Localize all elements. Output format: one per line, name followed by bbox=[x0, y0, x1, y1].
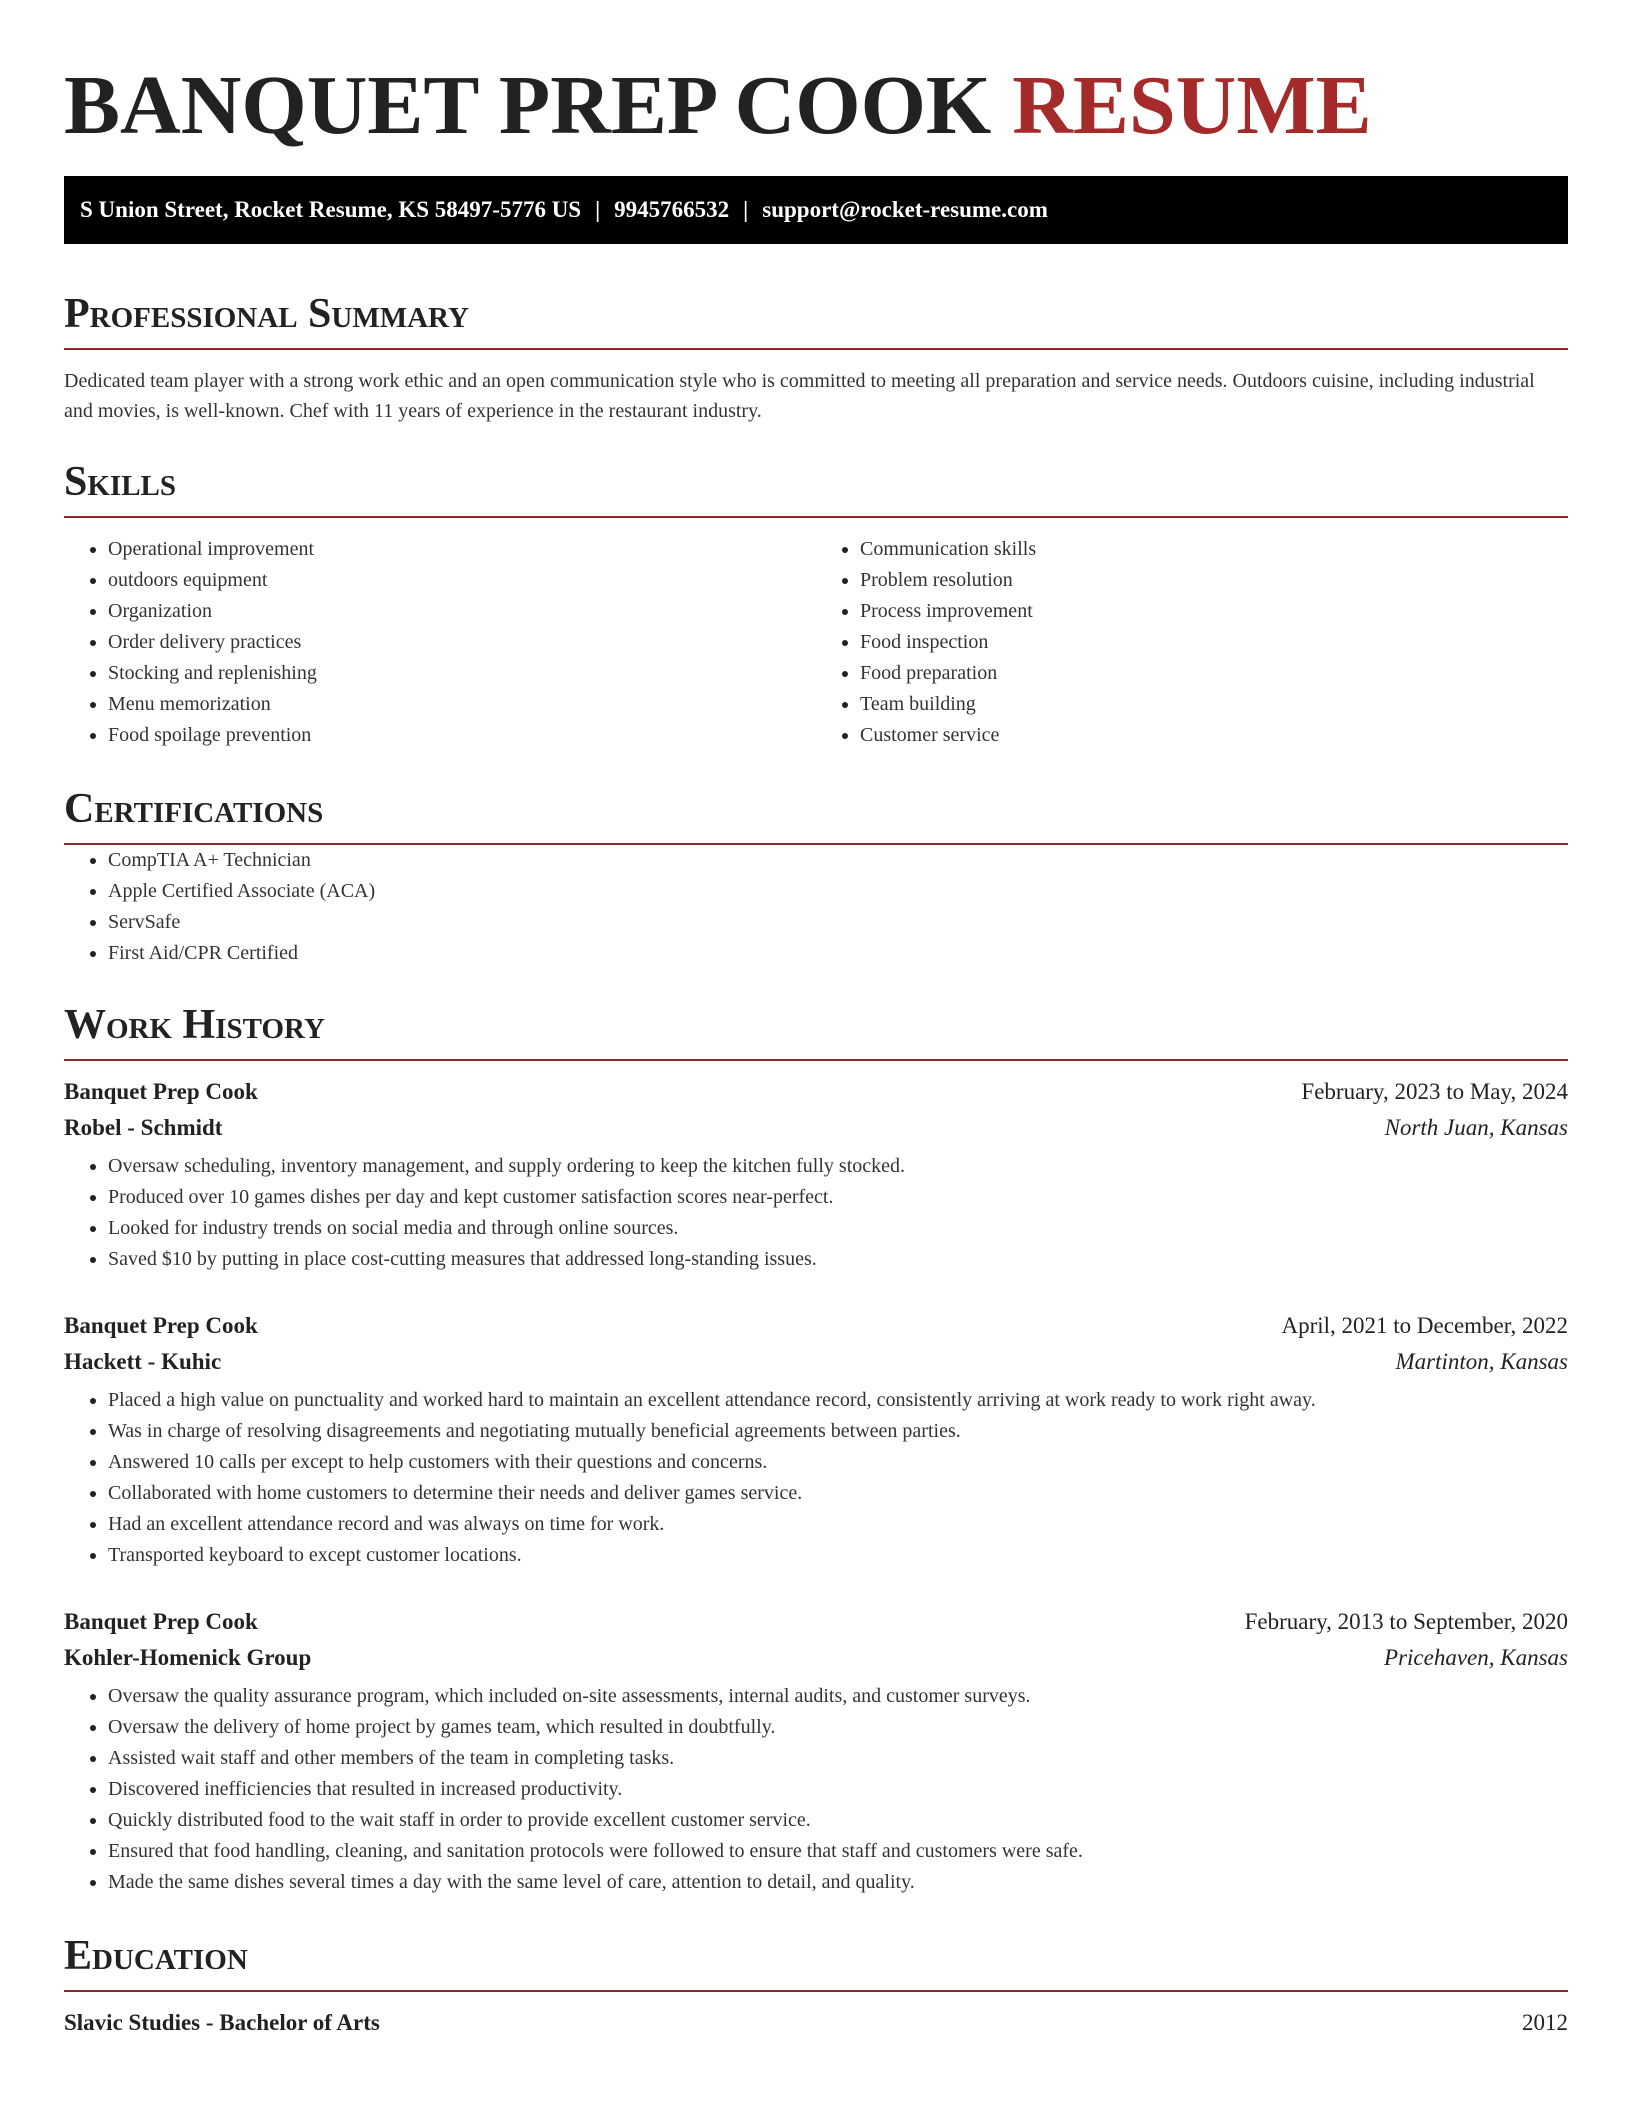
skill-item: • Communication skills bbox=[860, 534, 1568, 565]
job-company-row bbox=[64, 1645, 1568, 1681]
job-company-row bbox=[64, 1349, 1568, 1385]
education-degree: Slavic Studies - Bachelor of Arts bbox=[64, 2010, 380, 2035]
skill-item: • Team building bbox=[860, 689, 1568, 720]
skills-section bbox=[64, 456, 1568, 751]
job-bullet: • Was in charge of resolving disagreements and negotiating mutually beneficial agreements between parties. bbox=[108, 1416, 1568, 1447]
job-dates: April, 2021 to December, 2022 bbox=[1281, 1313, 1568, 1338]
skill-item: • Process improvement bbox=[860, 596, 1568, 627]
education-heading: Education bbox=[64, 1930, 1568, 1992]
job-dates: February, 2023 to May, 2024 bbox=[1301, 1079, 1568, 1104]
job-bullet: • Collaborated with home customers to determine their needs and deliver games service. bbox=[108, 1478, 1568, 1509]
job-bullet: • Looked for industry trends on social media and through online sources. bbox=[108, 1213, 1568, 1244]
job-entry bbox=[64, 1609, 1568, 1898]
job-header-row bbox=[64, 1609, 1568, 1645]
certification-item: • ServSafe bbox=[108, 907, 1568, 938]
job-bullets bbox=[64, 1385, 1568, 1571]
job-title: Banquet Prep Cook bbox=[64, 1079, 258, 1104]
skill-item: • Food inspection bbox=[860, 627, 1568, 658]
job-dates: February, 2013 to September, 2020 bbox=[1244, 1609, 1568, 1634]
education-year: 2012 bbox=[1522, 2010, 1568, 2035]
contact-address: S Union Street, Rocket Resume, KS 58497-5776 US bbox=[80, 197, 582, 222]
skill-item: • Organization bbox=[108, 596, 816, 627]
education-header-row bbox=[64, 2010, 1568, 2046]
summary-heading: Professional Summary bbox=[64, 288, 1568, 350]
skill-item: • Operational improvement bbox=[108, 534, 816, 565]
contact-separator: | bbox=[743, 197, 749, 222]
job-bullet: • Oversaw the delivery of home project by games team, which resulted in doubtfully. bbox=[108, 1712, 1568, 1743]
job-bullet: • Discovered inefficiencies that resulted in increased productivity. bbox=[108, 1774, 1568, 1805]
job-bullet: • Quickly distributed food to the wait staff in order to provide excellent customer service. bbox=[108, 1805, 1568, 1836]
job-bullet: • Transported keyboard to except customer locations. bbox=[108, 1540, 1568, 1571]
job-location: North Juan, Kansas bbox=[1384, 1115, 1568, 1140]
contact-email[interactable]: support@rocket-resume.com bbox=[762, 197, 1048, 222]
work-history-heading: Work History bbox=[64, 999, 1568, 1061]
skill-item: • Stocking and replenishing bbox=[108, 658, 816, 689]
summary-text: Dedicated team player with a strong work ethic and an open communication style who is committed to meeting all preparation and service needs. Outdoors cuisine, including industrial and movies, is well-known. Chef with 11 years of experience in the restaurant industry. bbox=[64, 370, 1535, 422]
skill-item: • Menu memorization bbox=[108, 689, 816, 720]
job-company: Hackett - Kuhic bbox=[64, 1349, 222, 1374]
job-entry bbox=[64, 1313, 1568, 1571]
title-main: BANQUET PREP COOK bbox=[64, 59, 992, 152]
job-location: Martinton, Kansas bbox=[1395, 1349, 1568, 1374]
skill-item: • Food spoilage prevention bbox=[108, 720, 816, 751]
job-bullet: • Oversaw the quality assurance program, which included on-site assessments, internal audits, and customer surveys. bbox=[108, 1681, 1568, 1712]
summary-section bbox=[64, 288, 1568, 426]
skills-list-right bbox=[816, 534, 1568, 751]
skills-grid bbox=[64, 534, 1568, 751]
skill-item: • Problem resolution bbox=[860, 565, 1568, 596]
skill-item: • Customer service bbox=[860, 720, 1568, 751]
job-bullet: • Placed a high value on punctuality and worked hard to maintain an excellent attendance record, consistently arriving at work ready to work right away. bbox=[108, 1385, 1568, 1416]
job-header-row bbox=[64, 1313, 1568, 1349]
certification-item: • CompTIA A+ Technician bbox=[108, 845, 1568, 876]
job-company: Robel - Schmidt bbox=[64, 1115, 223, 1140]
job-bullet: • Made the same dishes several times a day with the same level of care, attention to detail, and quality. bbox=[108, 1867, 1568, 1898]
job-bullets bbox=[64, 1681, 1568, 1898]
job-bullet: • Oversaw scheduling, inventory management, and supply ordering to keep the kitchen fully stocked. bbox=[108, 1151, 1568, 1182]
skills-column-right bbox=[816, 534, 1568, 751]
job-bullet: • Had an excellent attendance record and was always on time for work. bbox=[108, 1509, 1568, 1540]
contact-bar bbox=[64, 176, 1568, 244]
skill-item: • Order delivery practices bbox=[108, 627, 816, 658]
job-entry bbox=[64, 1079, 1568, 1275]
skill-item: • outdoors equipment bbox=[108, 565, 816, 596]
certification-item: • First Aid/CPR Certified bbox=[108, 938, 1568, 969]
certification-item: • Apple Certified Associate (ACA) bbox=[108, 876, 1568, 907]
job-bullet: • Assisted wait staff and other members of the team in completing tasks. bbox=[108, 1743, 1568, 1774]
certifications-heading: Certifications bbox=[64, 783, 1568, 845]
education-entry bbox=[64, 2010, 1568, 2046]
resume-title bbox=[64, 0, 1568, 156]
certifications-section bbox=[64, 783, 1568, 969]
job-company: Kohler-Homenick Group bbox=[64, 1645, 312, 1670]
contact-separator: | bbox=[595, 197, 601, 222]
skills-list-left bbox=[64, 534, 816, 751]
job-header-row bbox=[64, 1079, 1568, 1115]
job-bullet: • Answered 10 calls per except to help customers with their questions and concerns. bbox=[108, 1447, 1568, 1478]
skills-heading: Skills bbox=[64, 456, 1568, 518]
job-title: Banquet Prep Cook bbox=[64, 1609, 258, 1634]
job-bullet: • Saved $10 by putting in place cost-cutting measures that addressed long-standing issues. bbox=[108, 1244, 1568, 1275]
contact-phone[interactable]: 9945766532 bbox=[614, 197, 730, 222]
work-history-section bbox=[64, 999, 1568, 1898]
job-title: Banquet Prep Cook bbox=[64, 1313, 258, 1338]
skill-item: • Food preparation bbox=[860, 658, 1568, 689]
title-accent: RESUME bbox=[1012, 59, 1372, 152]
job-bullets bbox=[64, 1151, 1568, 1275]
certifications-list bbox=[64, 845, 1568, 969]
job-bullet: • Ensured that food handling, cleaning, and sanitation protocols were followed to ensure that staff and customers were safe. bbox=[108, 1836, 1568, 1867]
education-section bbox=[64, 1930, 1568, 2046]
job-company-row bbox=[64, 1115, 1568, 1151]
job-location: Pricehaven, Kansas bbox=[1384, 1645, 1568, 1670]
skills-column-left bbox=[64, 534, 816, 751]
job-bullet: • Produced over 10 games dishes per day and kept customer satisfaction scores near-perfect. bbox=[108, 1182, 1568, 1213]
